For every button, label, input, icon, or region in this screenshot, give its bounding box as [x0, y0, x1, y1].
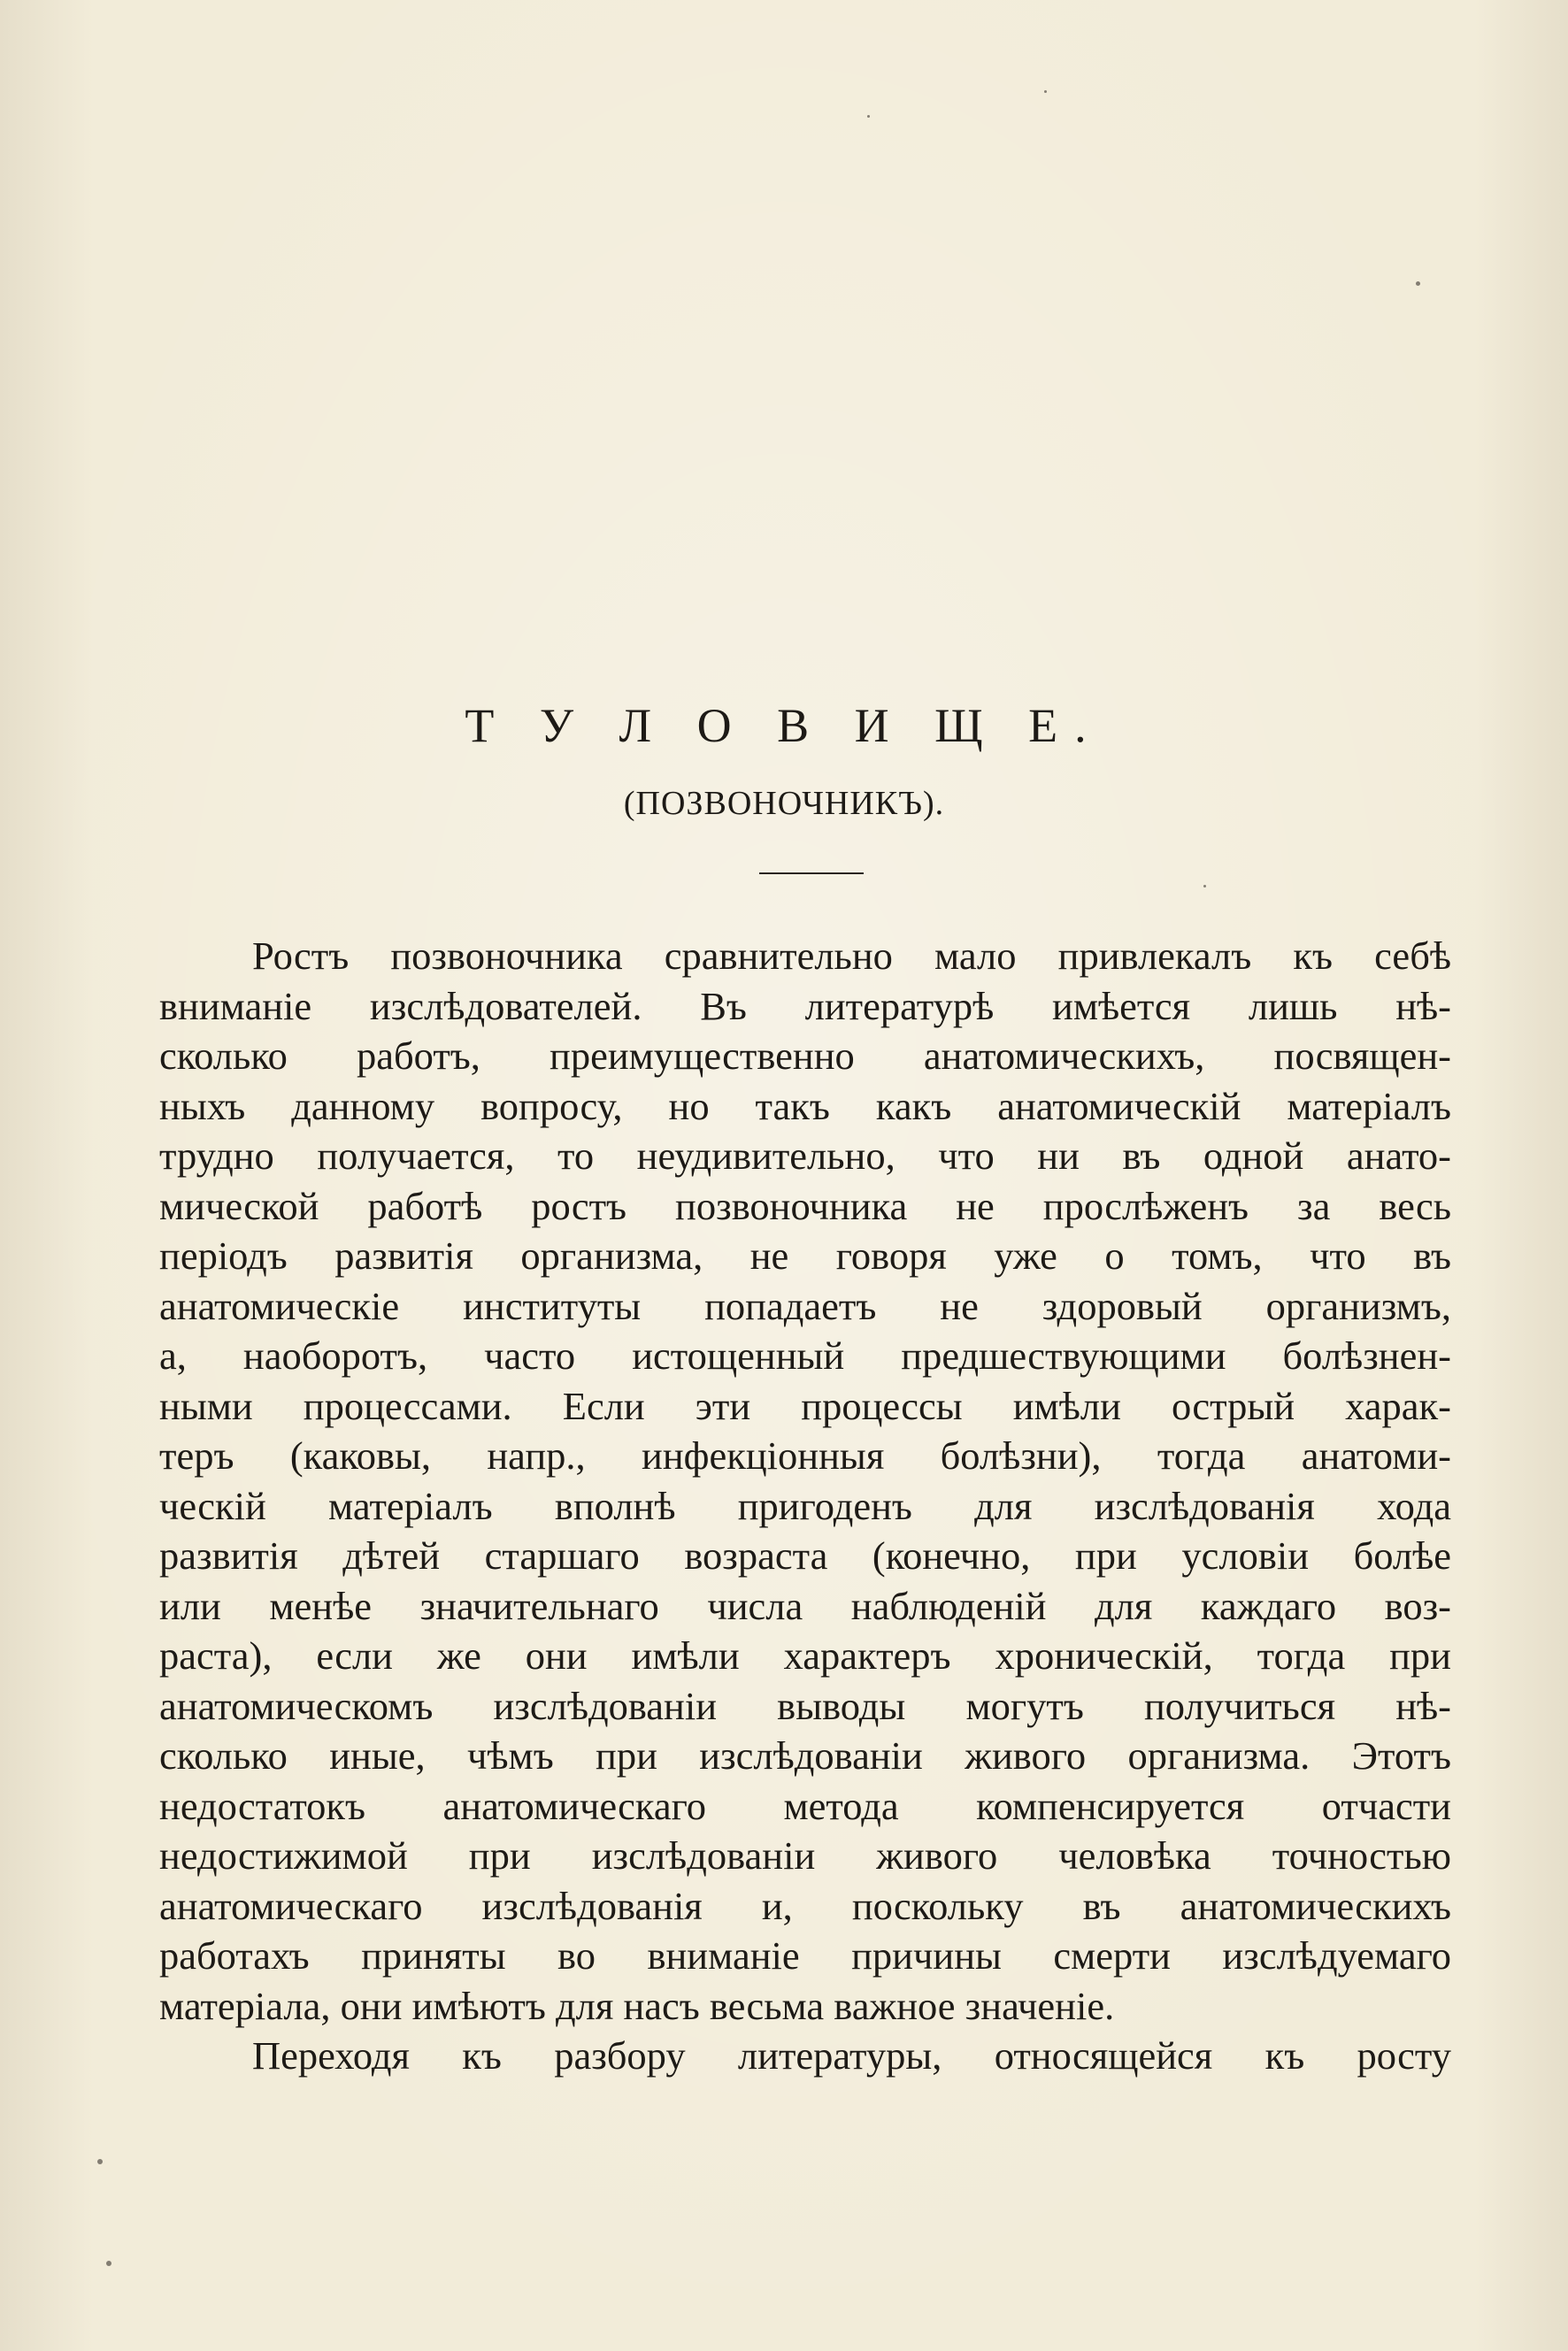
text-line: или менѣе значительнаго числа наблюденій для каждаго воз-: [159, 1583, 1451, 1628]
text-line: анатомическіе институты попадаетъ не здоровый организмъ,: [159, 1283, 1451, 1328]
text-line: теръ (каковы, напр., инфекціонныя болѣзни), тогда анатоми-: [159, 1433, 1451, 1478]
text-line: развитія дѣтей старшаго возраста (конечно, при условіи болѣе: [159, 1533, 1451, 1578]
text-line: недостижимой при изслѣдованіи живого человѣка точностью: [159, 1833, 1451, 1878]
text-line: ныхъ данному вопросу, но такъ какъ анатомическій матеріалъ: [159, 1083, 1451, 1128]
body-text: [159, 931, 1451, 2081]
text-line: недостатокъ анатомическаго метода компенсируется отчасти: [159, 1783, 1451, 1828]
text-line: трудно получается, то неудивительно, что ни въ одной анато-: [159, 1133, 1451, 1178]
paper-speck: [1203, 885, 1206, 887]
text-line: періодъ развитія организма, не говоря уже о томъ, что въ: [159, 1233, 1451, 1278]
page-title: Т У Л О В И Щ Е.: [465, 699, 1103, 752]
paper-speck: [106, 2261, 111, 2266]
paper-speck: [1044, 90, 1047, 93]
text-line: Ростъ позвоночника сравнительно мало привлекалъ къ себѣ: [252, 933, 1451, 978]
text-line: матеріала, они имѣютъ для насъ весьма важное значеніе.: [159, 1983, 1115, 2028]
paper-speck: [1416, 281, 1420, 286]
text-line: сколько иные, чѣмъ при изслѣдованіи живого организма. Этотъ: [159, 1733, 1451, 1778]
text-line: сколько работъ, преимущественно анатомическихъ, посвящен-: [159, 1033, 1451, 1078]
text-line: работахъ приняты во вниманіе причины смерти изслѣдуемаго: [159, 1933, 1451, 1978]
text-line: анатомическаго изслѣдованія и, поскольку въ анатомическихъ: [159, 1883, 1451, 1928]
page-subtitle: (ПОЗВОНОЧНИКЪ).: [623, 785, 945, 822]
bleed-through-texture: [283, 173, 1451, 221]
text-line: ными процессами. Если эти процессы имѣли острый харак-: [159, 1383, 1451, 1428]
title-divider: [759, 872, 864, 874]
text-line: Переходя къ разбору литературы, относящейся къ росту: [252, 2033, 1451, 2078]
text-line: ческій матеріалъ вполнѣ пригоденъ для изслѣдованія хода: [159, 1483, 1451, 1528]
text-line: мической работѣ ростъ позвоночника не прослѣженъ за весь: [159, 1183, 1451, 1228]
paper-speck: [867, 115, 870, 118]
paper-speck: [97, 2159, 103, 2164]
text-line: анатомическомъ изслѣдованіи выводы могутъ получиться нѣ-: [159, 1683, 1451, 1728]
text-line: а, наоборотъ, часто истощенный предшествующими болѣзнен-: [159, 1333, 1451, 1378]
text-line: вниманіе изслѣдователей. Въ литературѣ имѣется лишь нѣ-: [159, 983, 1451, 1028]
text-line: раста), если же они имѣли характеръ хроническій, тогда при: [159, 1633, 1451, 1678]
